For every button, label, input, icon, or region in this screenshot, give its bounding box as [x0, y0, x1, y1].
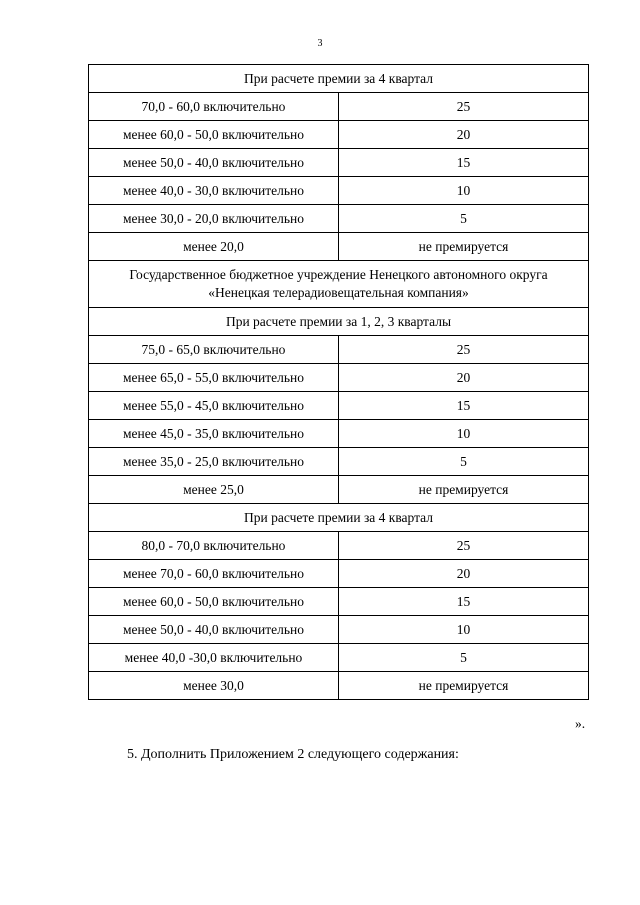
- range-cell: менее 50,0 - 40,0 включительно: [89, 616, 339, 644]
- bonus-percent-cell: 20: [339, 364, 589, 392]
- organization-name-line2: «Ненецкая телерадиовещательная компания»: [208, 285, 469, 300]
- table-row: [89, 364, 589, 392]
- table-row: [89, 448, 589, 476]
- organization-name-line1: Государственное бюджетное учреждение Ненецкого автономного округа: [129, 267, 548, 282]
- page-number: 3: [317, 38, 323, 49]
- section-header: При расчете премии за 4 квартал: [89, 504, 589, 532]
- bonus-percent-cell: 10: [339, 177, 589, 205]
- table-row: [89, 177, 589, 205]
- bonus-percent-cell: 20: [339, 560, 589, 588]
- table-row: [89, 205, 589, 233]
- range-cell: менее 25,0: [89, 476, 339, 504]
- organization-row: [89, 261, 589, 308]
- table-row: [89, 233, 589, 261]
- range-cell: менее 30,0: [89, 672, 339, 700]
- table-row: [89, 560, 589, 588]
- table-row: [89, 644, 589, 672]
- range-cell: менее 65,0 - 55,0 включительно: [89, 364, 339, 392]
- table-row: [89, 336, 589, 364]
- range-cell: менее 35,0 - 25,0 включительно: [89, 448, 339, 476]
- bonus-percent-cell: 5: [339, 205, 589, 233]
- table-row: [89, 149, 589, 177]
- bonus-percent-cell: 15: [339, 149, 589, 177]
- table-row: [89, 616, 589, 644]
- bonus-percent-cell: не премируется: [339, 672, 589, 700]
- table-row: [89, 121, 589, 149]
- bonus-percent-cell: 25: [339, 93, 589, 121]
- bonus-percent-cell: не премируется: [339, 476, 589, 504]
- table-row: [89, 392, 589, 420]
- range-cell: менее 55,0 - 45,0 включительно: [89, 392, 339, 420]
- table-row: [89, 672, 589, 700]
- section-header-row: [89, 504, 589, 532]
- range-cell: менее 60,0 - 50,0 включительно: [89, 121, 339, 149]
- section-header-row: [89, 308, 589, 336]
- range-cell: менее 40,0 -30,0 включительно: [89, 644, 339, 672]
- bonus-percent-cell: 5: [339, 448, 589, 476]
- bonus-percent-cell: 5: [339, 644, 589, 672]
- closing-quote: ».: [575, 716, 586, 731]
- table-row: [89, 476, 589, 504]
- organization-name-cell: [89, 261, 589, 308]
- range-cell: менее 30,0 - 20,0 включительно: [89, 205, 339, 233]
- bonus-percent-cell: 20: [339, 121, 589, 149]
- range-cell: менее 45,0 - 35,0 включительно: [89, 420, 339, 448]
- section-header-row: [89, 65, 589, 93]
- range-cell: 80,0 - 70,0 включительно: [89, 532, 339, 560]
- bonus-percent-cell: 25: [339, 532, 589, 560]
- bonus-percent-cell: 25: [339, 336, 589, 364]
- bonus-percent-cell: 15: [339, 588, 589, 616]
- section-header: При расчете премии за 4 квартал: [89, 65, 589, 93]
- bonus-percent-cell: не премируется: [339, 233, 589, 261]
- range-cell: 75,0 - 65,0 включительно: [89, 336, 339, 364]
- range-cell: менее 50,0 - 40,0 включительно: [89, 149, 339, 177]
- range-cell: менее 40,0 - 30,0 включительно: [89, 177, 339, 205]
- range-cell: менее 20,0: [89, 233, 339, 261]
- table-row: [89, 588, 589, 616]
- table-row: [89, 532, 589, 560]
- range-cell: 70,0 - 60,0 включительно: [89, 93, 339, 121]
- table-row: [89, 420, 589, 448]
- range-cell: менее 60,0 - 50,0 включительно: [89, 588, 339, 616]
- range-cell: менее 70,0 - 60,0 включительно: [89, 560, 339, 588]
- bonus-criteria-table: [88, 64, 589, 700]
- bonus-percent-cell: 10: [339, 420, 589, 448]
- paragraph-5: 5. Дополнить Приложением 2 следующего содержания:: [127, 747, 459, 762]
- bonus-percent-cell: 15: [339, 392, 589, 420]
- section-header: При расчете премии за 1, 2, 3 кварталы: [89, 308, 589, 336]
- table-row: [89, 93, 589, 121]
- bonus-percent-cell: 10: [339, 616, 589, 644]
